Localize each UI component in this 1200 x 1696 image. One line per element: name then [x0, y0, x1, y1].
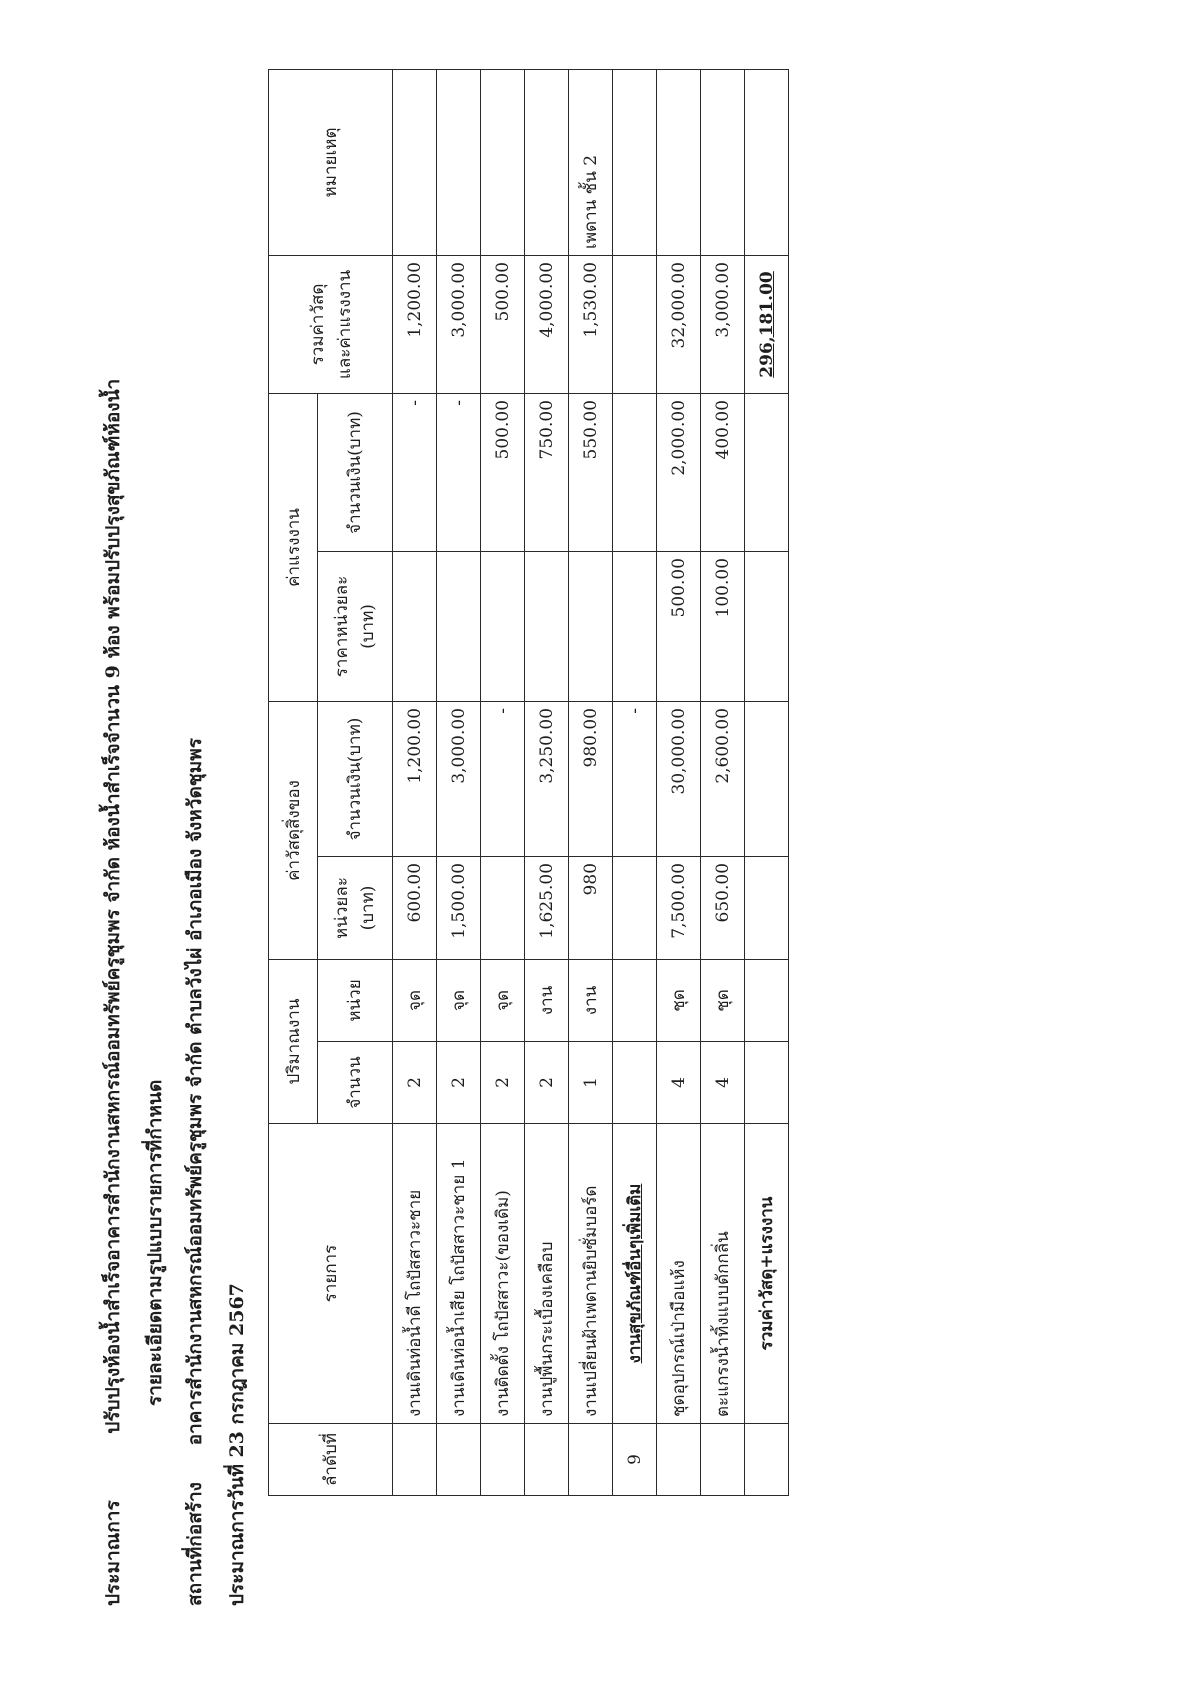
row-remark: [657, 69, 701, 255]
row-no: [437, 1424, 481, 1496]
row-mat-unit-price-text: 650.00: [712, 862, 733, 923]
row-remark: [613, 69, 657, 255]
col-header-quantity-group: ปริมาณงาน: [269, 959, 318, 1123]
row-mat-amount-text: 3,000.00: [448, 707, 469, 784]
row-total-text: 32,000.00: [668, 261, 689, 349]
row-unit: [701, 959, 745, 1041]
location-label: สถานที่ก่อสร้าง: [184, 1482, 206, 1606]
total-row-lab-amount: [745, 393, 789, 551]
row-item-text: งานเดินท่อน้ำเสีย โถปัสสาวะชาย 1: [449, 1158, 469, 1417]
row-lab-amount-text: 750.00: [536, 399, 557, 460]
row-total: [525, 255, 569, 393]
row-lab-amount: [613, 393, 657, 551]
location-line: [180, 738, 210, 1606]
row-total: [657, 255, 701, 393]
grand-total: [745, 255, 789, 393]
col-header-material-group: ค่าวัสดุสิ่งของ: [269, 701, 318, 959]
row-total: [437, 255, 481, 393]
row-lab-amount-text: 550.00: [580, 399, 601, 460]
row-item-text: งานติดตั้ง โถปัสสาวะ(ของเดิม): [493, 1190, 513, 1417]
row-mat-unit-price-text: 7,500.00: [668, 862, 689, 939]
row-no: [525, 1424, 569, 1496]
total-row-remark: [745, 69, 789, 255]
total-row-mat-amount: [745, 701, 789, 856]
row-lab-unit-price: [481, 551, 525, 701]
total-row-lab-unit: [745, 551, 789, 701]
col-header-lab-amount: จำนวนเงิน(บาท): [318, 393, 393, 551]
row-qty-text: 2: [404, 1077, 425, 1088]
row-lab-amount-text: -: [448, 399, 469, 406]
row-unit-text: ชุด: [669, 989, 689, 1012]
row-item: [613, 1124, 657, 1424]
col-header-item: รายการ: [269, 1124, 393, 1424]
row-remark-text: เพดาน ชั้น 2: [581, 154, 601, 249]
col-header-remark: หมายเหตุ: [269, 69, 393, 255]
row-lab-unit-price: [701, 551, 745, 701]
row-lab-amount-text: -: [404, 399, 425, 406]
row-item: [701, 1124, 745, 1424]
row-qty-text: 4: [668, 1077, 689, 1088]
row-mat-amount: [569, 701, 613, 856]
row-lab-unit-price: [393, 551, 437, 701]
row-mat-amount-text: 1,200.00: [404, 707, 425, 784]
row-mat-amount-text: 2,600.00: [712, 707, 733, 784]
row-unit: [613, 959, 657, 1041]
row-unit: [657, 959, 701, 1041]
col-header-unit: หน่วย: [318, 959, 393, 1041]
row-unit: [437, 959, 481, 1041]
table-row: [437, 69, 481, 1495]
row-lab-amount: [525, 393, 569, 551]
row-item: [657, 1124, 701, 1424]
row-mat-unit-price-text: 1,500.00: [448, 862, 469, 939]
row-no: [393, 1424, 437, 1496]
row-mat-unit-price: [569, 856, 613, 959]
row-unit-text: งาน: [581, 985, 601, 1016]
row-total-text: 3,000.00: [448, 261, 469, 338]
col-header-total-line2: และค่าแรงงาน: [334, 269, 355, 380]
row-remark: [525, 69, 569, 255]
row-mat-unit-price: [657, 856, 701, 959]
row-item-text: งานเดินท่อน้ำดี โถปัสสาวะชาย: [405, 1189, 425, 1417]
row-lab-unit-price: [437, 551, 481, 701]
row-mat-amount: [657, 701, 701, 856]
row-lab-amount: [437, 393, 481, 551]
table-row: [569, 69, 613, 1495]
col-header-mat-unit-price-line2: (บาท): [358, 885, 378, 931]
row-total-text: 500.00: [492, 261, 513, 322]
row-item-text: งานสุขภัณฑ์อื่นๆเพิ่มเติม: [625, 1183, 645, 1364]
row-qty: [701, 1042, 745, 1124]
row-unit-text: จุด: [449, 989, 469, 1011]
total-row-no: [745, 1424, 789, 1496]
row-mat-unit-price-text: 1,625.00: [536, 862, 557, 939]
row-total: [481, 255, 525, 393]
row-item: [525, 1124, 569, 1424]
total-row-label: รวมค่าวัสดุ+แรงงาน: [745, 1124, 789, 1424]
row-item-text: งานเปลี่ยนฝ้าเพดานยิบซั่มบอร์ด: [581, 1185, 601, 1417]
table-row: [701, 69, 745, 1495]
table-row: [393, 69, 437, 1495]
row-lab-unit-price: [613, 551, 657, 701]
table-body: [393, 69, 745, 1495]
row-mat-amount: [701, 701, 745, 856]
table-row: [613, 69, 657, 1495]
row-remark: [393, 69, 437, 255]
row-item: [481, 1124, 525, 1424]
row-unit: [525, 959, 569, 1041]
row-mat-unit-price: [701, 856, 745, 959]
col-header-mat-amount: จำนวนเงิน(บาท): [318, 701, 393, 856]
row-no: [569, 1424, 613, 1496]
row-mat-unit-price: [437, 856, 481, 959]
subtitle: รายละเอียดตามรูปแบบรายการที่กำหนด: [144, 1079, 166, 1406]
row-total-text: 1,200.00: [404, 261, 425, 338]
row-lab-amount: [481, 393, 525, 551]
row-unit: [569, 959, 613, 1041]
table-row: [525, 69, 569, 1495]
row-total-text: 3,000.00: [712, 261, 733, 338]
row-qty: [657, 1042, 701, 1124]
row-qty-text: 2: [536, 1077, 557, 1088]
row-remark: [437, 69, 481, 255]
row-item-text: ชุดอุปกรณ์เป่ามือแห้ง: [669, 1260, 689, 1417]
col-header-lab-unit-price-line1: ราคาหน่วยละ: [331, 575, 352, 678]
row-mat-unit-price-text: 980: [580, 862, 601, 896]
row-unit-text: จุด: [405, 989, 425, 1011]
location-value: อาคารสำนักงานสหกรณ์ออมทรัพย์ครูชุมพร จำกัด ตำบลวังไผ่ อำเภอเมือง จังหวัดชุมพร: [184, 738, 206, 1446]
table-row: [657, 69, 701, 1495]
col-header-mat-unit-price: [318, 856, 393, 959]
row-mat-amount-text: 3,250.00: [536, 707, 557, 784]
estimate-table: [268, 69, 789, 1496]
row-mat-unit-price: [393, 856, 437, 959]
row-mat-amount: [481, 701, 525, 856]
row-qty-text: 2: [448, 1077, 469, 1088]
col-header-labor-group: ค่าแรงงาน: [269, 393, 318, 701]
row-item: [569, 1124, 613, 1424]
row-unit-text: งาน: [537, 985, 557, 1016]
row-qty: [393, 1042, 437, 1124]
col-header-lab-unit-price-line2: (บาท): [358, 604, 378, 649]
row-mat-amount: [613, 701, 657, 856]
row-mat-unit-price-text: 600.00: [404, 862, 425, 923]
total-row: [745, 69, 789, 1495]
col-header-no: ลำดับที่: [269, 1424, 393, 1496]
row-lab-unit-price: [525, 551, 569, 701]
row-qty-text: 1: [580, 1077, 601, 1088]
row-mat-amount-text: 30,000.00: [668, 707, 689, 795]
row-total-text: 1,530.00: [580, 261, 601, 338]
row-no: [481, 1424, 525, 1496]
row-no-text: 9: [624, 1454, 645, 1465]
row-no: [613, 1424, 657, 1496]
row-total: [393, 255, 437, 393]
col-header-total: [269, 255, 393, 393]
row-mat-amount: [393, 701, 437, 856]
col-header-total-line1: รวมค่าวัสดุ: [307, 283, 328, 366]
row-lab-unit-price: [569, 551, 613, 701]
total-row-qty: [745, 1042, 789, 1124]
row-qty-text: 4: [712, 1077, 733, 1088]
row-mat-unit-price: [613, 856, 657, 959]
row-qty: [437, 1042, 481, 1124]
col-header-lab-unit-price: [318, 551, 393, 701]
col-header-qty: จำนวน: [318, 1042, 393, 1124]
table-row: [481, 69, 525, 1495]
row-no: [657, 1424, 701, 1496]
grand-total-value: 296,181.00: [756, 271, 777, 378]
row-mat-unit-price: [481, 856, 525, 959]
row-mat-amount-text: -: [624, 707, 645, 714]
row-lab-unit-price-text: 500.00: [668, 557, 689, 618]
row-item-text: ตะแกรงน้ำทิ้งแบบดักกลิ่น: [713, 1231, 733, 1417]
row-unit: [393, 959, 437, 1041]
row-lab-amount: [569, 393, 613, 551]
row-mat-unit-price: [525, 856, 569, 959]
row-total: [569, 255, 613, 393]
row-item-text: งานปูพื้นกระเบื้องเคลือบ: [537, 1241, 557, 1417]
row-qty: [569, 1042, 613, 1124]
row-item: [437, 1124, 481, 1424]
row-total: [613, 255, 657, 393]
row-lab-amount: [393, 393, 437, 551]
total-row-unit: [745, 959, 789, 1041]
row-qty-text: 2: [492, 1077, 513, 1088]
row-lab-unit-price: [657, 551, 701, 701]
project-label: ประมาณการ: [102, 1500, 124, 1606]
row-unit-text: ชุด: [713, 989, 733, 1012]
row-total: [701, 255, 745, 393]
row-qty: [525, 1042, 569, 1124]
row-mat-amount-text: -: [492, 707, 513, 714]
row-total-text: 4,000.00: [536, 261, 557, 338]
row-lab-amount: [657, 393, 701, 551]
estimate-date: ประมาณการวันที่ 23 กรกฎาคม 2567: [226, 1283, 248, 1606]
row-qty: [481, 1042, 525, 1124]
project-title: ปรับปรุงห้องน้ำสำเร็จอาคารสำนักงานสหกรณ์ออมทรัพย์ครูชุมพร จำกัด ห้องน้ำสำเร็จจำนวน 9 ห้อง พร้อมปรับปรุงสุขภัณฑ์ห้องน้ำ: [102, 378, 124, 1434]
row-lab-amount-text: 500.00: [492, 399, 513, 460]
row-lab-amount-text: 2,000.00: [668, 399, 689, 476]
row-qty: [613, 1042, 657, 1124]
row-no: [701, 1424, 745, 1496]
row-remark: [569, 69, 613, 255]
row-lab-amount-text: 400.00: [712, 399, 733, 460]
row-remark: [481, 69, 525, 255]
row-mat-amount: [437, 701, 481, 856]
total-row-mat-unit: [745, 856, 789, 959]
row-mat-amount-text: 980.00: [580, 707, 601, 768]
project-line: [98, 379, 128, 1606]
row-remark: [701, 69, 745, 255]
row-mat-amount: [525, 701, 569, 856]
col-header-mat-unit-price-line1: หน่วยละ: [331, 877, 352, 939]
row-item: [393, 1124, 437, 1424]
row-lab-unit-price-text: 100.00: [712, 557, 733, 618]
row-unit: [481, 959, 525, 1041]
row-unit-text: จุด: [493, 989, 513, 1011]
row-lab-amount: [701, 393, 745, 551]
